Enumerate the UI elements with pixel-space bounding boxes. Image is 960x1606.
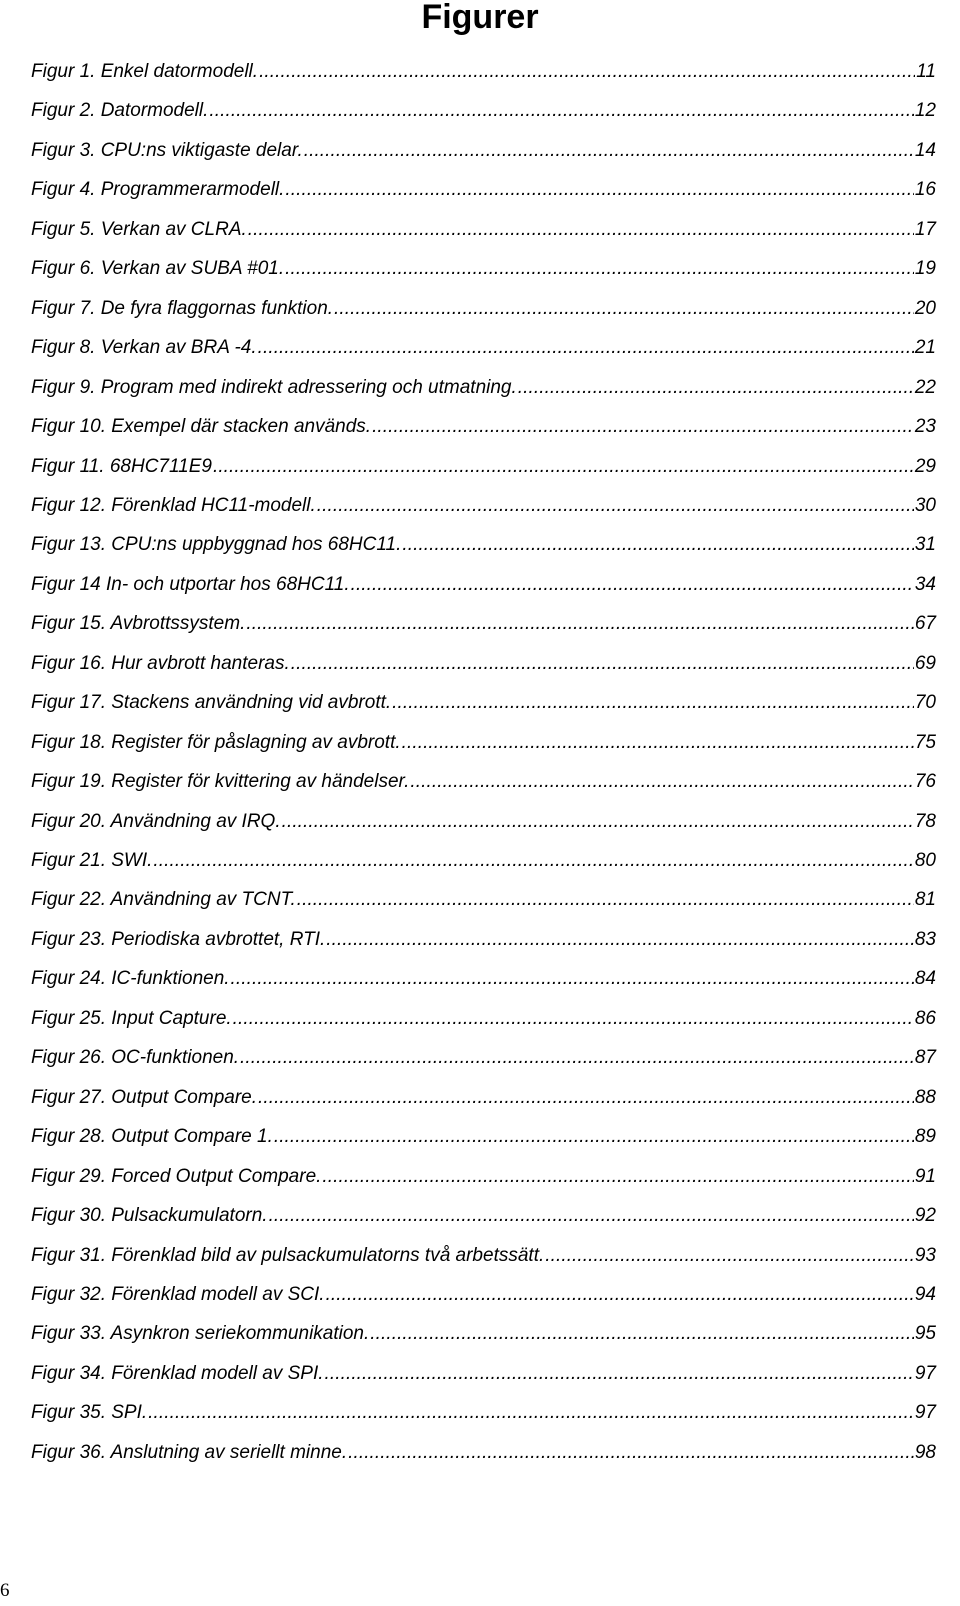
toc-entry-label: Figur 22. Användning av TCNT. — [31, 889, 296, 911]
toc-dot-leader — [285, 178, 913, 202]
toc-entry-page: 70 — [914, 692, 936, 714]
toc-entry-page: 86 — [914, 1007, 936, 1029]
toc-entry-label: Figur 1. Enkel datormodell. — [31, 61, 259, 82]
toc-entry-page: 80 — [914, 850, 936, 871]
toc-dot-leader — [259, 60, 915, 84]
toc-entry[interactable] — [31, 374, 936, 400]
toc-entry[interactable] — [31, 58, 936, 84]
toc-entry[interactable] — [31, 650, 936, 676]
toc-entry-page: 31 — [914, 534, 936, 556]
toc-entry[interactable] — [31, 965, 936, 991]
toc-dot-leader — [274, 1125, 914, 1149]
toc-entry[interactable] — [31, 531, 936, 557]
toc-entry-page: 84 — [914, 968, 936, 990]
toc-entry[interactable] — [31, 97, 936, 123]
toc-entry[interactable] — [31, 255, 936, 281]
toc-entry[interactable] — [31, 137, 936, 163]
toc-entry-label: Figur 11. 68HC711E9 — [31, 455, 212, 477]
toc-entry-label: Figur 19. Register för kvittering av händelser. — [31, 771, 410, 793]
toc-entry[interactable] — [31, 1084, 936, 1110]
toc-entry[interactable] — [31, 1320, 936, 1346]
toc-dot-leader — [317, 494, 914, 518]
toc-entry-label: Figur 36. Anslutning av seriellt minne. — [31, 1441, 348, 1463]
toc-dot-leader — [148, 1401, 914, 1425]
toc-entry[interactable] — [31, 768, 936, 794]
toc-entry-label: Figur 18. Register för påslagning av avbrott. — [31, 731, 401, 753]
toc-entry-label: Figur 12. Förenklad HC11-modell. — [31, 494, 316, 516]
toc-entry[interactable] — [31, 1202, 936, 1228]
toc-entry-page: 87 — [914, 1047, 936, 1069]
toc-dot-leader — [258, 336, 914, 360]
toc-entry-page: 75 — [914, 731, 936, 753]
toc-dot-leader — [392, 691, 914, 715]
toc-dot-leader — [518, 376, 914, 400]
toc-entry-label: Figur 10. Exempel där stacken används. — [31, 416, 372, 438]
toc-entry-label: Figur 32. Förenklad modell av SCI. — [31, 1283, 325, 1305]
toc-entry[interactable] — [31, 729, 936, 755]
toc-entry-label: Figur 28. Output Compare 1. — [31, 1126, 273, 1148]
toc-entry[interactable] — [31, 453, 936, 479]
toc-dot-leader — [334, 297, 914, 321]
toc-entry[interactable] — [31, 176, 936, 202]
toc-dot-leader — [269, 1204, 914, 1228]
toc-entry-page: 67 — [914, 613, 936, 635]
toc-entry-page: 29 — [914, 455, 936, 477]
toc-dot-leader — [410, 770, 913, 794]
toc-entry-page: 20 — [914, 297, 936, 319]
toc-entry-label: Figur 31. Förenklad bild av pulsackumulatorns två arbetssätt. — [31, 1244, 545, 1266]
toc-entry-page: 98 — [914, 1441, 936, 1463]
toc-entry[interactable] — [31, 1044, 936, 1070]
toc-entry[interactable] — [31, 1005, 936, 1031]
page-title: Figurer — [421, 0, 539, 36]
toc-entry[interactable] — [31, 610, 936, 636]
toc-entry-page: 30 — [914, 494, 936, 516]
toc-entry-page: 97 — [914, 1402, 936, 1424]
toc-entry-label: Figur 8. Verkan av BRA -4. — [31, 337, 257, 359]
toc-entry-label: Figur 30. Pulsackumulatorn. — [31, 1205, 268, 1227]
toc-dot-leader — [545, 1244, 914, 1268]
toc-entry-page: 88 — [914, 1086, 936, 1108]
toc-entry-label: Figur 25. Input Capture. — [31, 1007, 232, 1029]
toc-dot-leader — [248, 218, 914, 242]
toc-entry-page: 83 — [914, 928, 936, 950]
toc-entry-label: Figur 4. Programmerarmodell. — [31, 179, 285, 201]
toc-entry-page: 21 — [914, 337, 936, 359]
toc-dot-leader — [282, 810, 914, 834]
toc-entry[interactable] — [31, 571, 936, 597]
toc-dot-leader — [325, 1362, 914, 1386]
toc-entry-label: Figur 14 In- och utportar hos 68HC11. — [31, 573, 350, 595]
toc-entry-page: 78 — [914, 810, 936, 832]
toc-entry-page: 89 — [914, 1126, 936, 1148]
toc-entry-label: Figur 26. OC-funktionen. — [31, 1047, 240, 1069]
toc-entry[interactable] — [31, 1123, 936, 1149]
toc-dot-leader — [372, 415, 914, 439]
toc-dot-leader — [326, 1283, 914, 1307]
toc-dot-leader — [291, 652, 914, 676]
toc-entry-page: 93 — [914, 1244, 936, 1266]
page-number: 6 — [0, 1580, 10, 1601]
toc-dot-leader — [246, 612, 914, 636]
toc-entry-label: Figur 21. SWI. — [31, 850, 153, 871]
toc-entry-label: Figur 17. Stackens användning vid avbrott. — [31, 692, 392, 714]
toc-dot-leader — [351, 573, 914, 597]
toc-dot-leader — [209, 99, 913, 123]
toc-dot-leader — [231, 967, 914, 991]
toc-entry[interactable] — [31, 1360, 936, 1386]
toc-dot-leader — [213, 455, 914, 479]
toc-entry[interactable] — [31, 1281, 936, 1307]
toc-entry-page: 23 — [914, 416, 936, 438]
toc-entry-page: 94 — [914, 1283, 936, 1305]
toc-entry-label: Figur 24. IC-funktionen. — [31, 968, 230, 990]
toc-dot-leader — [402, 533, 913, 557]
toc-entry-page: 76 — [914, 771, 936, 793]
toc-entry-label: Figur 33. Asynkron seriekommunikation. — [31, 1323, 370, 1345]
toc-entry-page: 17 — [914, 218, 936, 240]
toc-entry[interactable] — [31, 847, 936, 873]
toc-entry-page: 22 — [914, 376, 936, 398]
toc-dot-leader — [322, 1165, 913, 1189]
toc-entry[interactable] — [31, 334, 936, 360]
toc-entry[interactable] — [31, 808, 936, 834]
toc-entry[interactable] — [31, 886, 936, 912]
toc-entry-label: Figur 35. SPI. — [31, 1402, 148, 1424]
toc-entry-page: 97 — [914, 1362, 936, 1384]
toc-entry-label: Figur 20. Användning av IRQ. — [31, 810, 281, 832]
toc-dot-leader — [233, 1007, 914, 1031]
toc-entry[interactable] — [31, 1439, 936, 1465]
toc-entry[interactable] — [31, 216, 936, 242]
toc-dot-leader — [285, 257, 914, 281]
toc-entry-label: Figur 34. Förenklad modell av SPI. — [31, 1362, 324, 1384]
toc-dot-leader — [258, 1086, 914, 1110]
toc-entry-label: Figur 3. CPU:ns viktigaste delar. — [31, 139, 303, 161]
toc-entry-page: 19 — [914, 258, 936, 280]
toc-entry-page: 16 — [914, 179, 936, 201]
toc-entry-page: 14 — [914, 139, 936, 161]
toc-entry[interactable] — [31, 1399, 936, 1425]
toc-entry-page: 95 — [914, 1323, 936, 1345]
toc-dot-leader — [304, 139, 914, 163]
toc-entry[interactable] — [31, 492, 936, 518]
toc-dot-leader — [297, 888, 914, 912]
toc-entry-page: 69 — [914, 652, 936, 674]
toc-entry[interactable] — [31, 1163, 936, 1189]
toc-dot-leader — [153, 849, 913, 873]
toc-entry-label: Figur 5. Verkan av CLRA. — [31, 218, 247, 240]
toc-entry-label: Figur 23. Periodiska avbrottet, RTI. — [31, 928, 326, 950]
toc-entry-page: 34 — [914, 573, 936, 595]
toc-entry-label: Figur 2. Datormodell. — [31, 100, 209, 122]
toc-dot-leader — [240, 1046, 914, 1070]
toc-entry-label: Figur 13. CPU:ns uppbyggnad hos 68HC11. — [31, 534, 402, 556]
toc-entry-label: Figur 29. Forced Output Compare. — [31, 1165, 322, 1187]
toc-dot-leader — [326, 928, 914, 952]
toc-entry-page: 92 — [914, 1205, 936, 1227]
toc-entry-page: 91 — [914, 1165, 936, 1187]
toc-entry-page: 11 — [916, 61, 936, 82]
toc-entry-label: Figur 7. De fyra flaggornas funktion. — [31, 297, 334, 319]
toc-entry-label: Figur 27. Output Compare. — [31, 1086, 257, 1108]
toc-entry-label: Figur 9. Program med indirekt adressering och utmatning. — [31, 376, 517, 398]
toc-entry[interactable] — [31, 689, 936, 715]
toc-entry-label: Figur 15. Avbrottssystem. — [31, 613, 246, 635]
toc-entry-label: Figur 16. Hur avbrott hanteras. — [31, 652, 290, 674]
toc-entry[interactable] — [31, 926, 936, 952]
toc-entry[interactable] — [31, 295, 936, 321]
toc-entry-label: Figur 6. Verkan av SUBA #01. — [31, 258, 285, 280]
toc-entry[interactable] — [31, 1242, 936, 1268]
toc-entry[interactable] — [31, 413, 936, 439]
toc-dot-leader — [370, 1322, 914, 1346]
toc-dot-leader — [348, 1441, 914, 1465]
toc-entry-page: 12 — [914, 100, 936, 122]
toc-entry-page: 81 — [914, 889, 936, 911]
toc-dot-leader — [402, 731, 914, 755]
